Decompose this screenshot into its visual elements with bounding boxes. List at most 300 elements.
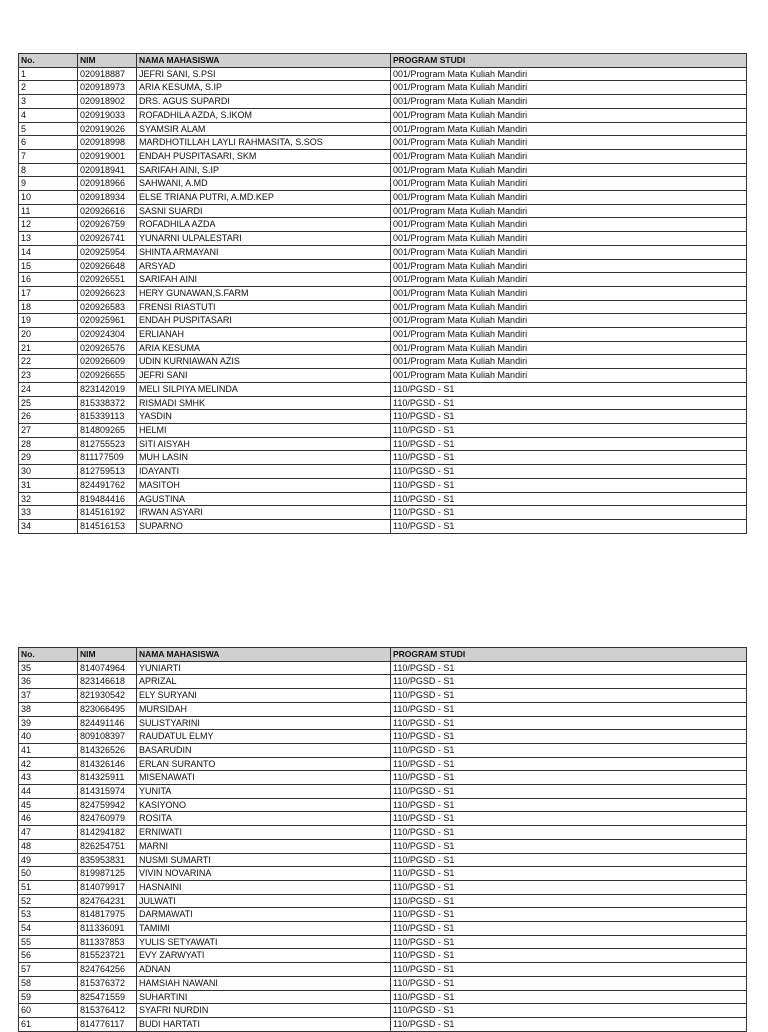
cell-program: 001/Program Mata Kuliah Mandiri (391, 177, 747, 191)
cell-nim: 020919001 (78, 149, 137, 163)
cell-program: 001/Program Mata Kuliah Mandiri (391, 136, 747, 150)
cell-nim: 819484416 (78, 492, 137, 506)
table-row (19, 341, 747, 355)
student-table-1 (18, 53, 747, 534)
cell-program: 001/Program Mata Kuliah Mandiri (391, 81, 747, 95)
cell-no: 28 (19, 437, 78, 451)
cell-name: ARSYAD (137, 259, 391, 273)
table-row (19, 743, 747, 757)
cell-nim: 814074964 (78, 661, 137, 675)
table-row (19, 204, 747, 218)
cell-nim: 020925961 (78, 314, 137, 328)
cell-nim: 020926623 (78, 286, 137, 300)
cell-nim: 826254751 (78, 839, 137, 853)
cell-name: SYAMSIR ALAM (137, 122, 391, 136)
cell-no: 10 (19, 191, 78, 205)
cell-nim: 020918966 (78, 177, 137, 191)
table-row (19, 812, 747, 826)
cell-nim: 020925954 (78, 245, 137, 259)
cell-program: 110/PGSD - S1 (391, 949, 747, 963)
table-row (19, 949, 747, 963)
cell-name: MASITOH (137, 478, 391, 492)
cell-nim: 020918941 (78, 163, 137, 177)
cell-name: MUH LASIN (137, 451, 391, 465)
cell-program: 110/PGSD - S1 (391, 410, 747, 424)
table-row (19, 136, 747, 150)
table-row (19, 478, 747, 492)
cell-no: 59 (19, 990, 78, 1004)
cell-name: JEFRI SANI, S.PSI (137, 67, 391, 81)
table-row (19, 396, 747, 410)
table-row (19, 976, 747, 990)
cell-no: 15 (19, 259, 78, 273)
cell-no: 50 (19, 867, 78, 881)
table-row (19, 245, 747, 259)
cell-nim: 814294182 (78, 826, 137, 840)
cell-no: 1 (19, 67, 78, 81)
cell-nim: 814516153 (78, 519, 137, 533)
cell-no: 26 (19, 410, 78, 424)
cell-no: 61 (19, 1017, 78, 1031)
cell-program: 001/Program Mata Kuliah Mandiri (391, 328, 747, 342)
cell-program: 110/PGSD - S1 (391, 880, 747, 894)
cell-program: 001/Program Mata Kuliah Mandiri (391, 341, 747, 355)
cell-program: 110/PGSD - S1 (391, 990, 747, 1004)
cell-name: DRS. AGUS SUPARDI (137, 95, 391, 109)
cell-nim: 811337853 (78, 935, 137, 949)
cell-no: 42 (19, 757, 78, 771)
cell-name: RISMADI SMHK (137, 396, 391, 410)
table-row (19, 218, 747, 232)
cell-program: 110/PGSD - S1 (391, 798, 747, 812)
cell-name: JEFRI SANI (137, 369, 391, 383)
cell-nim: 825471559 (78, 990, 137, 1004)
table-row (19, 437, 747, 451)
cell-nim: 020918973 (78, 81, 137, 95)
cell-no: 36 (19, 675, 78, 689)
cell-no: 8 (19, 163, 78, 177)
table-row (19, 675, 747, 689)
cell-no: 51 (19, 880, 78, 894)
table-row (19, 963, 747, 977)
cell-no: 22 (19, 355, 78, 369)
header-no: No. (19, 648, 78, 662)
cell-program: 110/PGSD - S1 (391, 853, 747, 867)
cell-program: 110/PGSD - S1 (391, 730, 747, 744)
cell-name: SARIFAH AINI (137, 273, 391, 287)
cell-name: YASDIN (137, 410, 391, 424)
cell-program: 110/PGSD - S1 (391, 839, 747, 853)
header-program: PROGRAM STUDI (391, 54, 747, 68)
cell-program: 110/PGSD - S1 (391, 689, 747, 703)
cell-nim: 814776117 (78, 1017, 137, 1031)
cell-program: 110/PGSD - S1 (391, 771, 747, 785)
cell-name: BASARUDIN (137, 743, 391, 757)
cell-name: HERY GUNAWAN,S.FARM (137, 286, 391, 300)
cell-no: 4 (19, 108, 78, 122)
cell-program: 001/Program Mata Kuliah Mandiri (391, 259, 747, 273)
cell-program: 110/PGSD - S1 (391, 1004, 747, 1018)
cell-no: 60 (19, 1004, 78, 1018)
cell-no: 3 (19, 95, 78, 109)
cell-name: FRENSI RIASTUTI (137, 300, 391, 314)
header-name: NAMA MAHASISWA (137, 648, 391, 662)
cell-no: 55 (19, 935, 78, 949)
cell-nim: 811336091 (78, 922, 137, 936)
table-row (19, 465, 747, 479)
cell-name: UDIN KURNIAWAN AZIS (137, 355, 391, 369)
cell-name: HAMSIAH NAWANI (137, 976, 391, 990)
cell-no: 48 (19, 839, 78, 853)
cell-no: 39 (19, 716, 78, 730)
header-name: NAMA MAHASISWA (137, 54, 391, 68)
table-row (19, 286, 747, 300)
cell-nim: 814315974 (78, 785, 137, 799)
cell-no: 5 (19, 122, 78, 136)
cell-nim: 020919033 (78, 108, 137, 122)
cell-name: ERLIANAH (137, 328, 391, 342)
cell-nim: 020918934 (78, 191, 137, 205)
cell-program: 110/PGSD - S1 (391, 743, 747, 757)
cell-program: 001/Program Mata Kuliah Mandiri (391, 245, 747, 259)
cell-program: 110/PGSD - S1 (391, 894, 747, 908)
cell-no: 38 (19, 702, 78, 716)
cell-nim: 815376372 (78, 976, 137, 990)
cell-nim: 020926741 (78, 232, 137, 246)
cell-name: SUHARTINI (137, 990, 391, 1004)
table-row (19, 67, 747, 81)
table-row (19, 423, 747, 437)
table-row (19, 757, 747, 771)
cell-name: ROFADHILA AZDA, S.IKOM (137, 108, 391, 122)
cell-program: 001/Program Mata Kuliah Mandiri (391, 149, 747, 163)
header-nim: NIM (78, 54, 137, 68)
cell-no: 27 (19, 423, 78, 437)
table-row (19, 922, 747, 936)
cell-name: NUSMI SUMARTI (137, 853, 391, 867)
cell-no: 53 (19, 908, 78, 922)
cell-program: 001/Program Mata Kuliah Mandiri (391, 204, 747, 218)
cell-program: 110/PGSD - S1 (391, 478, 747, 492)
cell-program: 001/Program Mata Kuliah Mandiri (391, 369, 747, 383)
cell-nim: 020919026 (78, 122, 137, 136)
cell-name: MARNI (137, 839, 391, 853)
table-row (19, 798, 747, 812)
cell-no: 19 (19, 314, 78, 328)
cell-nim: 020926576 (78, 341, 137, 355)
cell-nim: 020926655 (78, 369, 137, 383)
cell-no: 20 (19, 328, 78, 342)
cell-no: 12 (19, 218, 78, 232)
cell-no: 30 (19, 465, 78, 479)
cell-nim: 020926583 (78, 300, 137, 314)
table-row (19, 232, 747, 246)
cell-nim: 812755523 (78, 437, 137, 451)
cell-name: ADNAN (137, 963, 391, 977)
table-row (19, 492, 747, 506)
table-row (19, 990, 747, 1004)
cell-no: 45 (19, 798, 78, 812)
cell-name: ENDAH PUSPITASARI (137, 314, 391, 328)
table-row (19, 177, 747, 191)
cell-no: 35 (19, 661, 78, 675)
table-row (19, 661, 747, 675)
cell-nim: 824491146 (78, 716, 137, 730)
cell-no: 16 (19, 273, 78, 287)
table-row (19, 730, 747, 744)
table-row (19, 149, 747, 163)
table-row (19, 785, 747, 799)
cell-nim: 814079917 (78, 880, 137, 894)
cell-program: 001/Program Mata Kuliah Mandiri (391, 163, 747, 177)
cell-nim: 815376412 (78, 1004, 137, 1018)
table-row (19, 451, 747, 465)
table-row (19, 369, 747, 383)
cell-nim: 814326146 (78, 757, 137, 771)
cell-program: 001/Program Mata Kuliah Mandiri (391, 122, 747, 136)
cell-no: 57 (19, 963, 78, 977)
cell-name: MELI SILPIYA MELINDA (137, 382, 391, 396)
cell-program: 001/Program Mata Kuliah Mandiri (391, 300, 747, 314)
table-row (19, 867, 747, 881)
cell-name: AGUSTINA (137, 492, 391, 506)
cell-program: 110/PGSD - S1 (391, 437, 747, 451)
cell-program: 110/PGSD - S1 (391, 716, 747, 730)
cell-no: 18 (19, 300, 78, 314)
cell-nim: 809108397 (78, 730, 137, 744)
cell-nim: 020926551 (78, 273, 137, 287)
cell-name: ELY SURYANI (137, 689, 391, 703)
cell-program: 110/PGSD - S1 (391, 812, 747, 826)
cell-no: 41 (19, 743, 78, 757)
cell-no: 7 (19, 149, 78, 163)
cell-name: IRWAN ASYARI (137, 506, 391, 520)
cell-name: SUPARNO (137, 519, 391, 533)
cell-nim: 814325911 (78, 771, 137, 785)
cell-program: 110/PGSD - S1 (391, 661, 747, 675)
header-no: No. (19, 54, 78, 68)
cell-name: JULWATI (137, 894, 391, 908)
cell-name: MARDHOTILLAH LAYLI RAHMASITA, S.SOS (137, 136, 391, 150)
cell-name: IDAYANTI (137, 465, 391, 479)
cell-nim: 823142019 (78, 382, 137, 396)
cell-no: 49 (19, 853, 78, 867)
table-row (19, 273, 747, 287)
cell-nim: 814516192 (78, 506, 137, 520)
cell-no: 43 (19, 771, 78, 785)
cell-program: 110/PGSD - S1 (391, 702, 747, 716)
cell-nim: 815339113 (78, 410, 137, 424)
header-program: PROGRAM STUDI (391, 648, 747, 662)
cell-name: YUNIARTI (137, 661, 391, 675)
table-header-row (19, 648, 747, 662)
cell-name: ARIA KESUMA (137, 341, 391, 355)
cell-name: ERLAN SURANTO (137, 757, 391, 771)
cell-no: 2 (19, 81, 78, 95)
table-row (19, 935, 747, 949)
cell-name: ROFADHILA AZDA (137, 218, 391, 232)
cell-program: 110/PGSD - S1 (391, 867, 747, 881)
cell-no: 29 (19, 451, 78, 465)
cell-name: APRIZAL (137, 675, 391, 689)
table-row (19, 328, 747, 342)
cell-no: 56 (19, 949, 78, 963)
cell-nim: 814326526 (78, 743, 137, 757)
cell-program: 110/PGSD - S1 (391, 382, 747, 396)
cell-no: 6 (19, 136, 78, 150)
cell-program: 110/PGSD - S1 (391, 826, 747, 840)
table-row (19, 908, 747, 922)
cell-no: 17 (19, 286, 78, 300)
cell-name: RAUDATUL ELMY (137, 730, 391, 744)
cell-nim: 815523721 (78, 949, 137, 963)
cell-program: 110/PGSD - S1 (391, 506, 747, 520)
cell-program: 001/Program Mata Kuliah Mandiri (391, 273, 747, 287)
table-row (19, 702, 747, 716)
cell-name: HELMI (137, 423, 391, 437)
table-row (19, 1004, 747, 1018)
cell-name: SHINTA ARMAYANI (137, 245, 391, 259)
cell-name: YULIS SETYAWATI (137, 935, 391, 949)
table-row (19, 880, 747, 894)
cell-nim: 814809265 (78, 423, 137, 437)
table-row (19, 826, 747, 840)
cell-program: 001/Program Mata Kuliah Mandiri (391, 286, 747, 300)
cell-no: 14 (19, 245, 78, 259)
table-row (19, 716, 747, 730)
cell-program: 001/Program Mata Kuliah Mandiri (391, 95, 747, 109)
cell-name: ROSITA (137, 812, 391, 826)
cell-program: 110/PGSD - S1 (391, 519, 747, 533)
table-row (19, 95, 747, 109)
cell-nim: 824760979 (78, 812, 137, 826)
cell-program: 110/PGSD - S1 (391, 675, 747, 689)
cell-no: 37 (19, 689, 78, 703)
header-nim: NIM (78, 648, 137, 662)
cell-no: 58 (19, 976, 78, 990)
table-row (19, 506, 747, 520)
cell-name: YUNITA (137, 785, 391, 799)
cell-nim: 824764256 (78, 963, 137, 977)
cell-nim: 819987125 (78, 867, 137, 881)
cell-name: BUDI HARTATI (137, 1017, 391, 1031)
cell-nim: 811177509 (78, 451, 137, 465)
cell-nim: 815338372 (78, 396, 137, 410)
cell-nim: 824759942 (78, 798, 137, 812)
table-row (19, 163, 747, 177)
cell-name: DARMAWATI (137, 908, 391, 922)
table-row (19, 314, 747, 328)
cell-no: 47 (19, 826, 78, 840)
cell-no: 46 (19, 812, 78, 826)
cell-name: SARIFAH AINI, S.IP (137, 163, 391, 177)
student-table-2 (18, 647, 747, 1032)
cell-program: 110/PGSD - S1 (391, 922, 747, 936)
cell-nim: 020926616 (78, 204, 137, 218)
cell-name: SAHWANI, A.MD (137, 177, 391, 191)
cell-no: 33 (19, 506, 78, 520)
cell-nim: 824764231 (78, 894, 137, 908)
cell-nim: 823146618 (78, 675, 137, 689)
cell-no: 21 (19, 341, 78, 355)
table-row (19, 894, 747, 908)
cell-nim: 821930542 (78, 689, 137, 703)
cell-name: EVY ZARWYATI (137, 949, 391, 963)
cell-program: 001/Program Mata Kuliah Mandiri (391, 67, 747, 81)
cell-nim: 812759513 (78, 465, 137, 479)
cell-program: 110/PGSD - S1 (391, 396, 747, 410)
cell-no: 13 (19, 232, 78, 246)
cell-name: SITI AISYAH (137, 437, 391, 451)
cell-program: 001/Program Mata Kuliah Mandiri (391, 355, 747, 369)
table-row (19, 191, 747, 205)
cell-program: 110/PGSD - S1 (391, 451, 747, 465)
cell-nim: 020918887 (78, 67, 137, 81)
cell-name: ENDAH PUSPITASARI, SKM (137, 149, 391, 163)
cell-name: SYAFRI NURDIN (137, 1004, 391, 1018)
cell-no: 24 (19, 382, 78, 396)
cell-program: 110/PGSD - S1 (391, 785, 747, 799)
table-row (19, 839, 747, 853)
cell-program: 001/Program Mata Kuliah Mandiri (391, 232, 747, 246)
table-row (19, 771, 747, 785)
cell-name: HASNAINI (137, 880, 391, 894)
cell-program: 001/Program Mata Kuliah Mandiri (391, 314, 747, 328)
cell-no: 40 (19, 730, 78, 744)
cell-name: YUNARNI ULPALESTARI (137, 232, 391, 246)
cell-no: 34 (19, 519, 78, 533)
cell-name: MURSIDAH (137, 702, 391, 716)
cell-program: 110/PGSD - S1 (391, 935, 747, 949)
cell-no: 11 (19, 204, 78, 218)
cell-nim: 814817975 (78, 908, 137, 922)
cell-program: 001/Program Mata Kuliah Mandiri (391, 108, 747, 122)
cell-nim: 835953831 (78, 853, 137, 867)
table-row (19, 382, 747, 396)
cell-name: SASNI SUARDI (137, 204, 391, 218)
cell-nim: 824491762 (78, 478, 137, 492)
table-row (19, 689, 747, 703)
cell-program: 001/Program Mata Kuliah Mandiri (391, 191, 747, 205)
table-header-row (19, 54, 747, 68)
cell-nim: 823066495 (78, 702, 137, 716)
table-row (19, 853, 747, 867)
cell-nim: 020926759 (78, 218, 137, 232)
cell-nim: 020924304 (78, 328, 137, 342)
cell-name: MISENAWATI (137, 771, 391, 785)
cell-nim: 020926648 (78, 259, 137, 273)
table-row (19, 355, 747, 369)
cell-program: 001/Program Mata Kuliah Mandiri (391, 218, 747, 232)
cell-program: 110/PGSD - S1 (391, 908, 747, 922)
cell-nim: 020918998 (78, 136, 137, 150)
cell-name: VIVIN NOVARINA (137, 867, 391, 881)
cell-nim: 020918902 (78, 95, 137, 109)
cell-program: 110/PGSD - S1 (391, 492, 747, 506)
table-row (19, 300, 747, 314)
cell-no: 31 (19, 478, 78, 492)
cell-name: ELSE TRIANA PUTRI, A.MD.KEP (137, 191, 391, 205)
cell-no: 9 (19, 177, 78, 191)
cell-no: 44 (19, 785, 78, 799)
table-row (19, 1017, 747, 1031)
cell-program: 110/PGSD - S1 (391, 1017, 747, 1031)
cell-program: 110/PGSD - S1 (391, 757, 747, 771)
table-row (19, 81, 747, 95)
table-row (19, 108, 747, 122)
cell-program: 110/PGSD - S1 (391, 976, 747, 990)
cell-name: TAMIMI (137, 922, 391, 936)
